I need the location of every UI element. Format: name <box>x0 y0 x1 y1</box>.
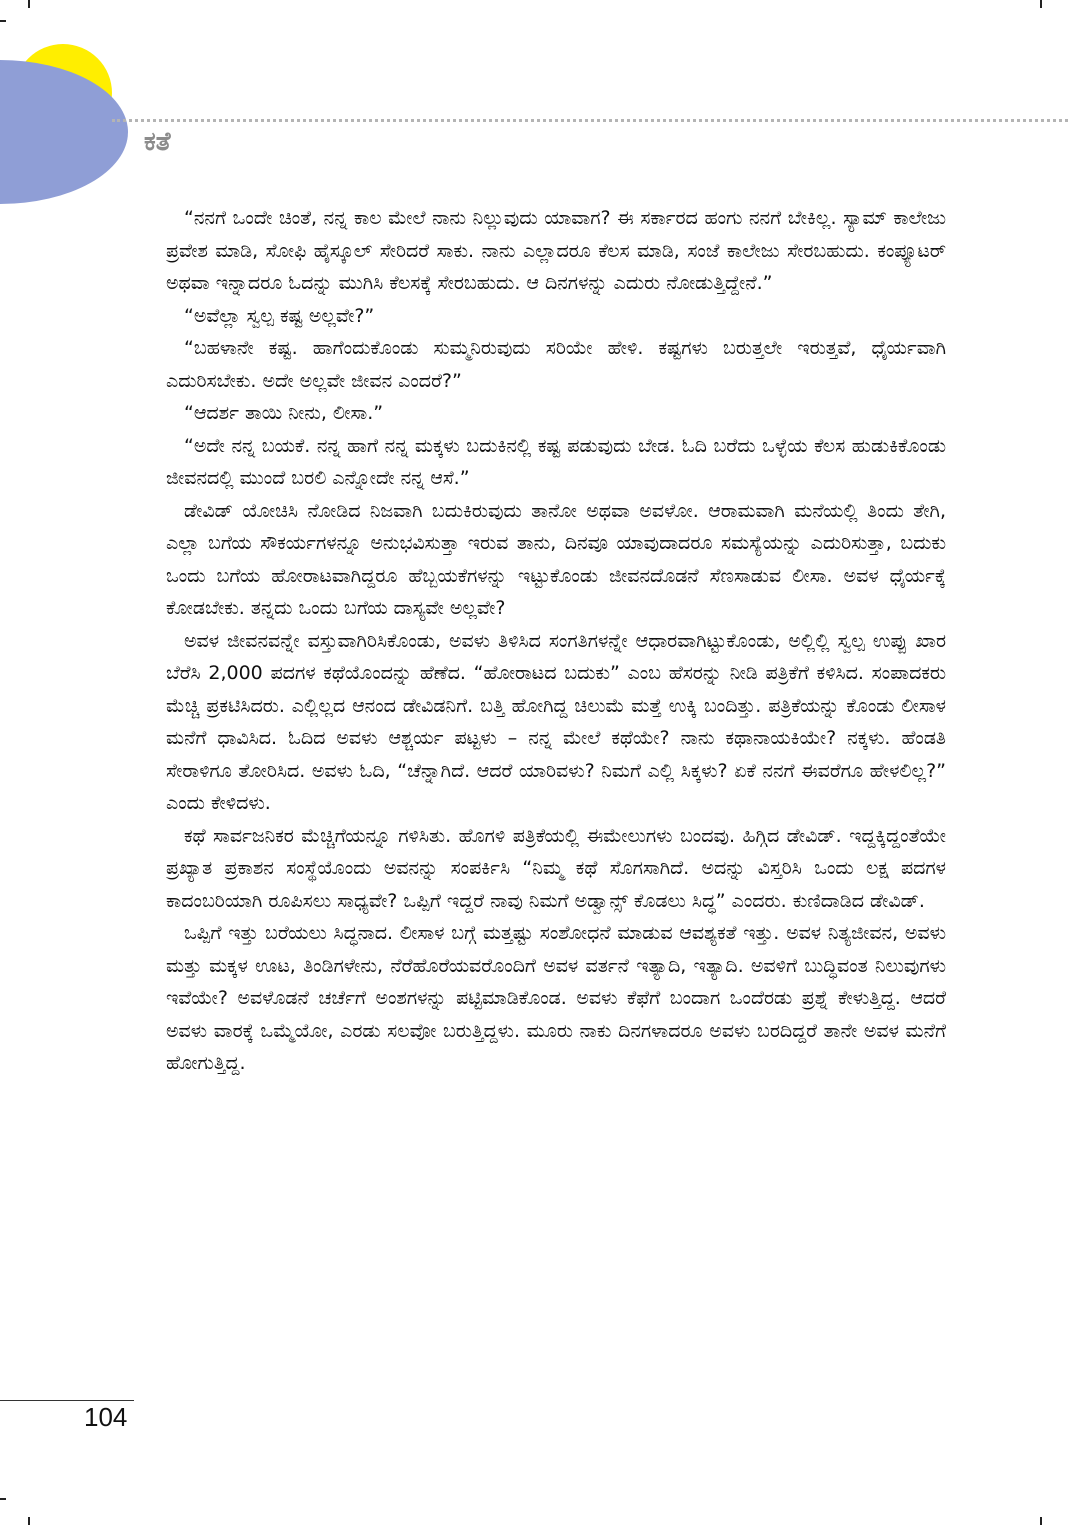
section-title: ಕತೆ <box>144 127 171 157</box>
paragraph-2: “ಅವೆಲ್ಲಾ ಸ್ವಲ್ಪ ಕಷ್ಟ ಅಲ್ಲವೇ?” <box>184 304 375 327</box>
paragraph-5: “ಅದೇ ನನ್ನ ಬಯಕೆ. ನನ್ನ ಹಾಗೆ ನನ್ನ ಮಕ್ಕಳು ಬದುಕಿನಲ್ಲಿ ಕಷ್ಟ ಪಡುವುದು ಬೇಡ. ಓದಿ ಬರೆದು ಒಳ್ಳೆಯ ಕೆಲಸ ಹುಡುಕಿಕೊಂಡು ಜೀವನದಲ್ಲಿ ಮುಂದೆ ಬರಲಿ ಎನ್ನೋದೇ ನನ್ನ ಆಸೆ.” <box>166 434 946 489</box>
paragraph-9: ಒಪ್ಪಿಗೆ ಇತ್ತು ಬರೆಯಲು ಸಿದ್ಧನಾದ. ಲೀಸಾಳ ಬಗ್ಗೆ ಮತ್ತಷ್ಟು ಸಂಶೋಧನೆ ಮಾಡುವ ಆವಶ್ಯಕತೆ ಇತ್ತು. ಅವಳ ನಿತ್ಯಜೀವನ, ಅವಳು ಮತ್ತು ಮಕ್ಕಳ ಊಟ, ತಿಂಡಿಗಳೇನು, ನೆರೆಹೊರೆಯವರೊಂದಿಗೆ ಅವಳ ವರ್ತನೆ ಇತ್ಯಾದಿ, ಇತ್ಯಾದಿ. ಅವಳಿಗೆ ಬುದ್ಧಿವಂತ ನಿಲುವುಗಳು ಇವೆಯೇ? ಅವಳೊಡನೆ ಚರ್ಚೆಗೆ ಅಂಶಗಳನ್ನು ಪಟ್ಟಿಮಾಡಿಕೊಂಡ. ಅವಳು ಕೆಫೆಗೆ ಬಂದಾಗ ಒಂದೆರಡು ಪ್ರಶ್ನೆ ಕೇಳುತ್ತಿದ್ದ. ಆದರೆ ಅವಳು ವಾರಕ್ಕೆ ಒಮ್ಮೆಯೋ, ಎರಡು ಸಲವೋ ಬರುತ್ತಿದ್ದಳು. ಮೂರು ನಾಕು ದಿನಗಳಾದರೂ ಅವಳು ಬರದಿದ್ದರೆ ತಾನೇ ಅವಳ ಮನೆಗೆ ಹೋಗುತ್ತಿದ್ದ. <box>166 922 946 1074</box>
crop-mark-bottom-left-side <box>0 1498 6 1500</box>
page-number: 104 <box>84 1402 128 1432</box>
crop-mark-top-left-side <box>0 20 6 22</box>
footer-rule <box>0 1400 134 1401</box>
crop-mark-top-right <box>1040 0 1042 8</box>
paragraph-8: ಕಥೆ ಸಾರ್ವಜನಿಕರ ಮೆಚ್ಚಿಗೆಯನ್ನೂ ಗಳಿಸಿತು. ಹೊಗಳಿ ಪತ್ರಿಕೆಯಲ್ಲಿ ಈಮೇಲುಗಳು ಬಂದವು. ಹಿಗ್ಗಿದ ಡೇವಿಡ್. ಇದ್ದಕ್ಕಿದ್ದಂತೆಯೇ ಪ್ರಖ್ಯಾತ ಪ್ರಕಾಶನ ಸಂಸ್ಥೆಯೊಂದು ಅವನನ್ನು ಸಂಪರ್ಕಿಸಿ “ನಿಮ್ಮ ಕಥೆ ಸೊಗಸಾಗಿದೆ. ಅದನ್ನು ವಿಸ್ತರಿಸಿ ಒಂದು ಲಕ್ಷ ಪದಗಳ ಕಾದಂಬರಿಯಾಗಿ ರೂಪಿಸಲು ಸಾಧ್ಯವೇ? ಒಪ್ಪಿಗೆ ಇದ್ದರೆ ನಾವು ನಿಮಗೆ ಅಡ್ವಾನ್ಸ್ ಕೊಡಲು ಸಿದ್ಧ” ಎಂದರು. ಕುಣಿದಾಡಿದ ಡೇವಿಡ್. <box>166 824 946 912</box>
crop-mark-bottom-left <box>28 1517 30 1525</box>
header-dotted-rule <box>112 119 1068 122</box>
paragraph-7: ಅವಳ ಜೀವನವನ್ನೇ ವಸ್ತುವಾಗಿರಿಸಿಕೊಂಡು, ಅವಳು ತಿಳಿಸಿದ ಸಂಗತಿಗಳನ್ನೇ ಆಧಾರವಾಗಿಟ್ಟುಕೊಂಡು, ಅಲ್ಲಿಲ್ಲಿ ಸ್ವಲ್ಪ ಉಪ್ಪು ಖಾರ ಬೆರೆಸಿ 2,000 ಪದಗಳ ಕಥೆಯೊಂದನ್ನು ಹೆಣೆದ. “ಹೋರಾಟದ ಬದುಕು” ಎಂಬ ಹೆಸರನ್ನು ನೀಡಿ ಪತ್ರಿಕೆಗೆ ಕಳಿಸಿದ. ಸಂಪಾದಕರು ಮೆಚ್ಚಿ ಪ್ರಕಟಿಸಿದರು. ಎಲ್ಲಿಲ್ಲದ ಆನಂದ ಡೇವಿಡನಿಗೆ. ಬತ್ತಿ ಹೋಗಿದ್ದ ಚಿಲುಮೆ ಮತ್ತೆ ಉಕ್ಕಿ ಬಂದಿತ್ತು. ಪತ್ರಿಕೆಯನ್ನು ಕೊಂಡು ಲೀಸಾಳ ಮನೆಗೆ ಧಾವಿಸಿದ. ಓದಿದ ಅವಳು ಆಶ್ಚರ್ಯ ಪಟ್ಟಳು – ನನ್ನ ಮೇಲೆ ಕಥೆಯೇ? ನಾನು ಕಥಾನಾಯಕಿಯೇ? ನಕ್ಕಳು. ಹೆಂಡತಿ ಸೇರಾಳಿಗೂ ತೋರಿಸಿದ. ಅವಳು ಓದಿ, “ಚೆನ್ನಾಗಿದೆ. ಆದರೆ ಯಾರಿವಳು? ನಿಮಗೆ ಎಲ್ಲಿ ಸಿಕ್ಕಳು? ಏಕೆ ನನಗೆ ಈವರೆಗೂ ಹೇಳಲಿಲ್ಲ?” ಎಂದು ಕೇಳಿದಳು. <box>166 629 946 814</box>
paragraph-4: “ಆದರ್ಶ ತಾಯಿ ನೀನು, ಲೀಸಾ.” <box>184 402 384 424</box>
story-body <box>166 202 946 1080</box>
paragraph-6: ಡೇವಿಡ್ ಯೋಚಿಸಿ ನೋಡಿದ ನಿಜವಾಗಿ ಬದುಕಿರುವುದು ತಾನೋ ಅಥವಾ ಅವಳೋ. ಆರಾಮವಾಗಿ ಮನೆಯಲ್ಲಿ ತಿಂದು ತೇಗಿ, ಎಲ್ಲಾ ಬಗೆಯ ಸೌಕರ್ಯಗಳನ್ನೂ ಅನುಭವಿಸುತ್ತಾ ಇರುವ ತಾನು, ದಿನವೂ ಯಾವುದಾದರೂ ಸಮಸ್ಯೆಯನ್ನು ಎದುರಿಸುತ್ತಾ, ಬದುಕು ಒಂದು ಬಗೆಯ ಹೋರಾಟವಾಗಿದ್ದರೂ ಹೆಬ್ಬಯಕೆಗಳನ್ನು ಇಟ್ಟುಕೊಂಡು ಜೀವನದೊಡನೆ ಸೆಣಸಾಡುವ ಲೀಸಾ. ಅವಳ ಧೈರ್ಯಕ್ಕೆ ಕೋಡಬೇಕು. ತನ್ನದು ಒಂದು ಬಗೆಯ ದಾಸ್ಯವೇ ಅಲ್ಲವೇ? <box>166 499 946 619</box>
paragraph-3: “ಬಹಳಾನೇ ಕಷ್ಟ. ಹಾಗೆಂದುಕೊಂಡು ಸುಮ್ಮನಿರುವುದು ಸರಿಯೇ ಹೇಳಿ. ಕಷ್ಟಗಳು ಬರುತ್ತಲೇ ಇರುತ್ತವೆ, ಧೈರ್ಯವಾಗಿ ಎದುರಿಸಬೇಕು. ಅದೇ ಅಲ್ಲವೇ ಜೀವನ ಎಂದರೆ?” <box>166 337 946 392</box>
crop-mark-bottom-right <box>1040 1517 1042 1525</box>
paragraph-1: “ನನಗೆ ಒಂದೇ ಚಿಂತೆ, ನನ್ನ ಕಾಲ ಮೇಲೆ ನಾನು ನಿಲ್ಲುವುದು ಯಾವಾಗ? ಈ ಸರ್ಕಾರದ ಹಂಗು ನನಗೆ ಬೇಕಿಲ್ಲ. ಸ್ಯಾಮ್ ಕಾಲೇಜು ಪ್ರವೇಶ ಮಾಡಿ, ಸೋಫಿ ಹೈಸ್ಕೂಲ್ ಸೇರಿದರೆ ಸಾಕು. ನಾನು ಎಲ್ಲಾದರೂ ಕೆಲಸ ಮಾಡಿ, ಸಂಜೆ ಕಾಲೇಜು ಸೇರಬಹುದು. ಕಂಪ್ಯೂಟರ್ ಅಥವಾ ಇನ್ನಾದರೂ ಓದನ್ನು ಮುಗಿಸಿ ಕೆಲಸಕ್ಕೆ ಸೇರಬಹುದು. ಆ ದಿನಗಳನ್ನು ಎದುರು ನೋಡುತ್ತಿದ್ದೇನೆ.” <box>166 207 946 294</box>
crop-mark-top-left <box>28 0 30 8</box>
